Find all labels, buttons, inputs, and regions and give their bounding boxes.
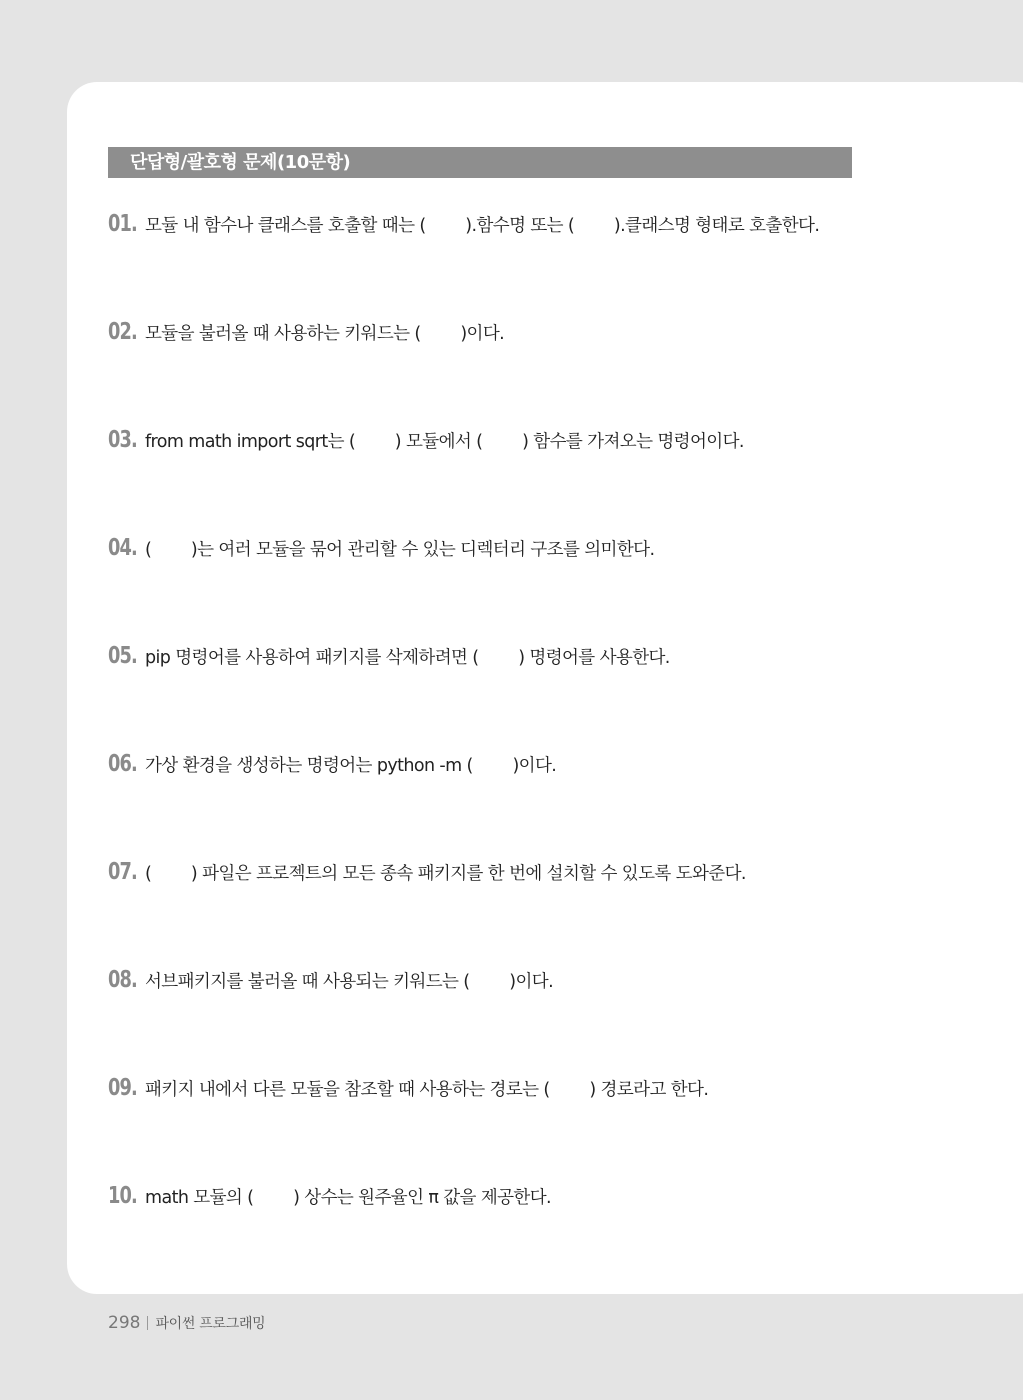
question-number: 04. xyxy=(108,535,137,561)
question-item xyxy=(108,751,556,781)
book-title: 파이썬 프로그래밍 xyxy=(155,1316,266,1332)
question-text: 가상 환경을 생성하는 명령어는 python -m ( )이다. xyxy=(145,756,557,776)
question-item xyxy=(108,211,819,241)
question-number: 09. xyxy=(108,1075,137,1101)
question-text: 패키지 내에서 다른 모듈을 참조할 때 사용하는 경로는 ( ) 경로라고 한다. xyxy=(145,1080,709,1100)
page-footer xyxy=(108,1313,265,1333)
question-number: 02. xyxy=(108,319,137,345)
footer-divider xyxy=(147,1316,148,1330)
question-text: ( )는 여러 모듈을 묶어 관리할 수 있는 디렉터리 구조를 의미한다. xyxy=(145,540,655,560)
question-number: 03. xyxy=(108,427,137,453)
question-number: 08. xyxy=(108,967,137,993)
question-item xyxy=(108,1075,708,1105)
question-text: 모듈을 불러올 때 사용하는 키워드는 ( )이다. xyxy=(145,324,505,344)
question-text: 모듈 내 함수나 클래스를 호출할 때는 ( ).함수명 또는 ( ).클래스명 형태로 호출한다. xyxy=(145,216,820,236)
question-item xyxy=(108,643,670,673)
question-item xyxy=(108,967,553,997)
question-number: 05. xyxy=(108,643,137,669)
question-number: 06. xyxy=(108,751,137,777)
page-number: 298 xyxy=(108,1313,141,1333)
question-number: 10. xyxy=(108,1183,137,1209)
question-text: ( ) 파일은 프로젝트의 모든 종속 패키지를 한 번에 설치할 수 있도록 도와준다. xyxy=(145,864,746,884)
question-item xyxy=(108,535,654,565)
question-text: pip 명령어를 사용하여 패키지를 삭제하려면 ( ) 명령어를 사용한다. xyxy=(145,648,670,668)
question-item xyxy=(108,319,504,349)
question-text: 서브패키지를 불러올 때 사용되는 키워드는 ( )이다. xyxy=(145,972,554,992)
section-title: 단답형/괄호형 문제(10문항) xyxy=(108,147,852,178)
question-number: 01. xyxy=(108,211,137,237)
page-card xyxy=(67,82,1023,1294)
question-item xyxy=(108,859,746,889)
question-text: math 모듈의 ( ) 상수는 원주율인 π 값을 제공한다. xyxy=(145,1188,551,1208)
question-item xyxy=(108,427,744,457)
question-item xyxy=(108,1183,551,1213)
question-text: from math import sqrt는 ( ) 모듈에서 ( ) 함수를 가져오는 명령어이다. xyxy=(145,432,744,452)
question-number: 07. xyxy=(108,859,137,885)
